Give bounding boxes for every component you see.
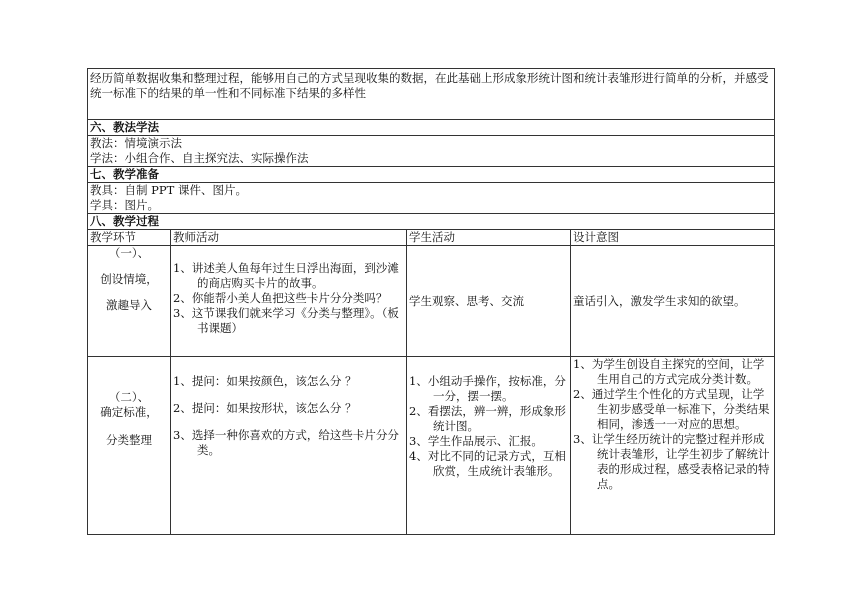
student-materials: 学具：图片。 [90, 198, 159, 212]
student-activity-list [409, 374, 568, 479]
list-spacer [173, 389, 404, 401]
table-row [88, 357, 775, 535]
list-item: 3、让学生经历统计的完整过程并形成统计表雏形，让学生初步了解统计表的形成过程，感受表格记录的特点。 [573, 432, 770, 491]
list-item: 1、小组动手操作，按标准，分一分，摆一摆。 [409, 374, 566, 403]
list-item: 1、讲述美人鱼每年过生日浮出海面，到沙滩的商店购买卡片的故事。 [173, 261, 399, 290]
teacher-activity-list [173, 261, 404, 336]
column-header-teacher: 教师活动 [171, 230, 407, 246]
section6-body-row [88, 136, 775, 167]
section7-heading-row [88, 167, 775, 183]
stage-title-line1: 创设情境， [100, 272, 158, 286]
design-intent-cell [571, 357, 775, 535]
section8-heading-row [88, 214, 775, 230]
list-item: 2、通过学生个性化的方式呈现，让学生初步感受单一标准下，分类结果相同，渗透一一对应的思想。 [573, 387, 770, 431]
stage-title-line2: 激趣导入 [106, 298, 152, 312]
list-item: 2、提问：如果按形状，该怎么分 ？ [173, 401, 357, 415]
list-item: 3、选择一种你喜欢的方式，给这些卡片分分类。 [173, 428, 399, 457]
column-header-row [88, 230, 775, 246]
list-item: 1、为学生创设自主探究的空间，让学生用自己的方式完成分类计数。 [573, 357, 765, 386]
intro-text: 经历简单数据收集和整理过程，能够用自己的方式呈现收集的数据，在此基础上形成象形统计图和统计表雏形进行简单的分析，并感受统一标准下的结果的单一性和不同标准下结果的多样性 [88, 69, 775, 120]
list-item: 4、对比不同的记录方式，互相欣赏，生成统计表雏形。 [409, 449, 566, 478]
stage-cell [88, 357, 171, 535]
learning-method: 学法：小组合作、自主探究法、实际操作法 [90, 151, 309, 165]
section8-heading: 八、教学过程 [88, 214, 775, 230]
section7-body [88, 183, 775, 214]
student-activity-cell: 学生观察、思考、交流 [407, 246, 571, 357]
column-header-stage: 教学环节 [88, 230, 171, 246]
list-spacer [173, 416, 404, 428]
student-activity-cell [407, 357, 571, 535]
list-item: 3、这节课我们就来学习《分类与整理》。（板书课题） [173, 306, 399, 335]
stage-number: （一）、 [108, 246, 150, 260]
teacher-materials: 教具：自制 PPT 课件、图片。 [90, 183, 247, 197]
section6-heading-row [88, 120, 775, 136]
list-item: 3、学生作品展示、汇报。 [409, 434, 543, 448]
column-header-design: 设计意图 [571, 230, 775, 246]
design-intent-cell: 童话引入，激发学生求知的欲望。 [571, 246, 775, 357]
table-row [88, 246, 775, 357]
teacher-activity-cell [171, 357, 407, 535]
teacher-activity-list [173, 374, 404, 458]
stage-cell [88, 246, 171, 357]
column-header-student: 学生活动 [407, 230, 571, 246]
list-item: 2、看摆法，辨一辨，形成象形统计图。 [409, 404, 566, 433]
teaching-method: 教法：情境演示法 [90, 136, 182, 150]
intro-row [88, 69, 775, 120]
lesson-plan-table [87, 68, 775, 535]
stage-title-line2: 分类整理 [106, 433, 152, 447]
teacher-activity-cell [171, 246, 407, 357]
section6-heading: 六、教法学法 [88, 120, 775, 136]
list-item: 1、提问：如果按颜色，该怎么分 ？ [173, 374, 357, 388]
section7-heading: 七、教学准备 [88, 167, 775, 183]
stage-number: （二）、 [108, 390, 150, 404]
stage-title-line1: 确定标准， [100, 405, 158, 419]
list-item: 2、你能帮小美人鱼把这些卡片分分类吗？ [173, 291, 388, 305]
section6-body [88, 136, 775, 167]
section7-body-row [88, 183, 775, 214]
design-intent-list [573, 357, 772, 492]
lesson-plan-page [87, 68, 774, 535]
